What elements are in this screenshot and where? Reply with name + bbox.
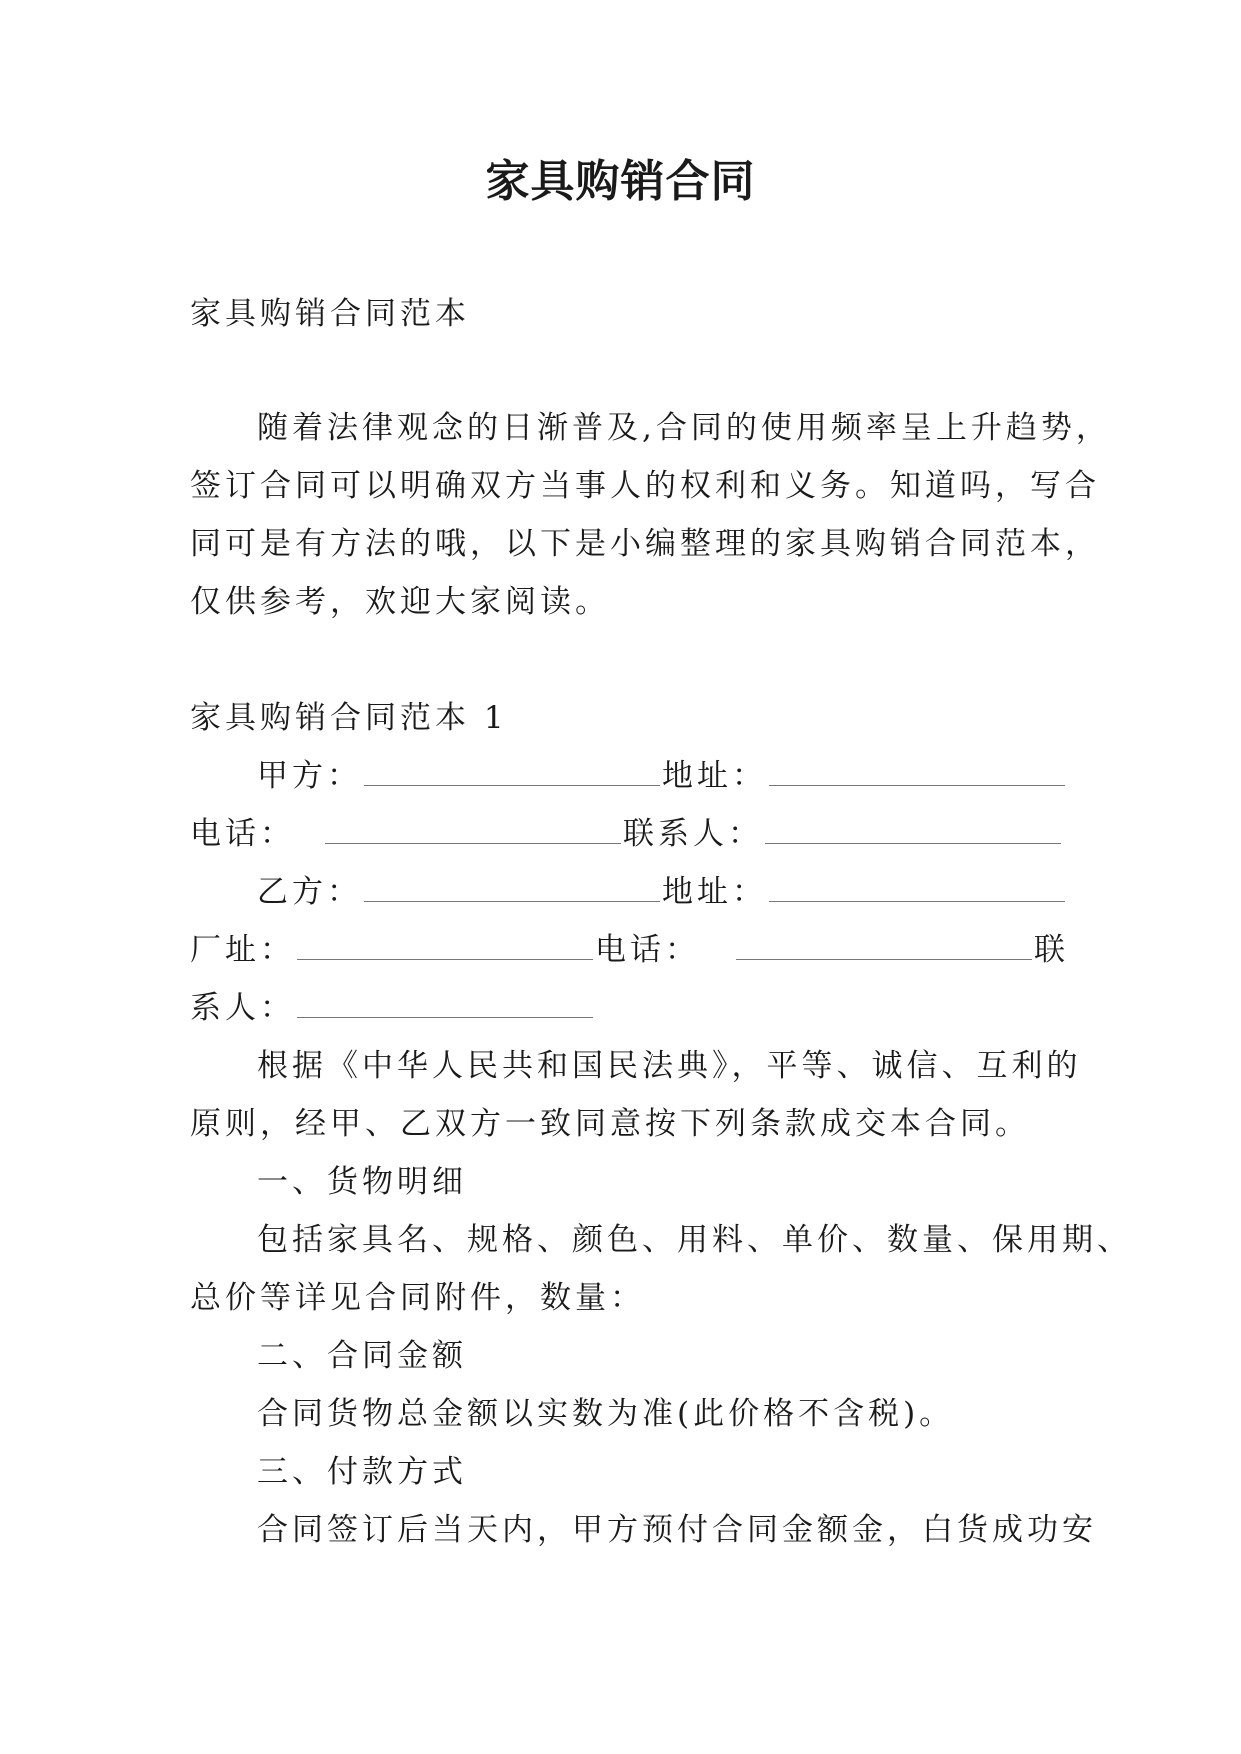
intro-line-4: 仅供参考，欢迎大家阅读。 [190, 584, 610, 620]
party-a-contact-field[interactable] [765, 815, 1061, 844]
party-a-phone-label: 电话： [190, 816, 295, 852]
party-b-line [257, 870, 1067, 914]
basis-line-2: 原则，经甲、乙双方一致同意按下列条款成交本合同。 [190, 1106, 1030, 1142]
party-b-contact-line [190, 986, 595, 1030]
party-b-name-field[interactable] [364, 873, 660, 902]
clause-3-title: 三、付款方式 [257, 1454, 467, 1490]
party-b-contact-label-1: 联 [1034, 932, 1069, 968]
clause-2-body: 合同货物总金额以实数为准(此价格不含税)。 [257, 1396, 955, 1432]
party-a-line [257, 754, 1067, 798]
party-a-contact-line [190, 812, 1063, 856]
clause-3-body: 合同签订后当天内，甲方预付合同金额金，白货成功安 [257, 1512, 1097, 1548]
party-a-label: 甲方： [257, 758, 362, 794]
party-a-name-field[interactable] [364, 757, 660, 786]
party-b-phone-field[interactable] [736, 931, 1032, 960]
party-b-contact-label-2: 系人： [190, 990, 295, 1026]
clause-1-title: 一、货物明细 [257, 1164, 467, 1200]
document-subtitle: 家具购销合同范本 [190, 296, 470, 332]
party-b-address-label: 地址： [662, 874, 767, 910]
party-b-factory-field[interactable] [297, 931, 593, 960]
party-b-contact-field[interactable] [297, 989, 593, 1018]
party-a-phone-field[interactable] [325, 815, 621, 844]
document-title: 家具购销合同 [485, 156, 756, 207]
party-b-address-field[interactable] [769, 873, 1065, 902]
party-a-address-label: 地址： [662, 758, 767, 794]
intro-line-2: 签订合同可以明确双方当事人的权利和义务。知道吗，写合 [190, 468, 1100, 504]
party-b-factory-line [190, 928, 1069, 972]
party-b-phone-label: 电话： [595, 932, 700, 968]
party-a-contact-label: 联系人： [623, 816, 763, 852]
party-a-address-field[interactable] [769, 757, 1065, 786]
intro-line-1: 随着法律观念的日渐普及,合同的使用频率呈上升趋势， [257, 410, 1111, 446]
basis-line-1: 根据《中华人民共和国民法典》，平等、诚信、互利的 [257, 1048, 1082, 1084]
section-title: 家具购销合同范本 1 [190, 700, 508, 736]
clause-1-body-line-1: 包括家具名、规格、颜色、用料、单价、数量、保用期、 [257, 1222, 1132, 1258]
party-b-label: 乙方： [257, 874, 362, 910]
clause-1-body-line-2: 总价等详见合同附件，数量： [190, 1280, 645, 1316]
intro-line-3: 同可是有方法的哦，以下是小编整理的家具购销合同范本， [190, 526, 1100, 562]
party-b-factory-label: 厂址： [190, 932, 295, 968]
clause-2-title: 二、合同金额 [257, 1338, 467, 1374]
